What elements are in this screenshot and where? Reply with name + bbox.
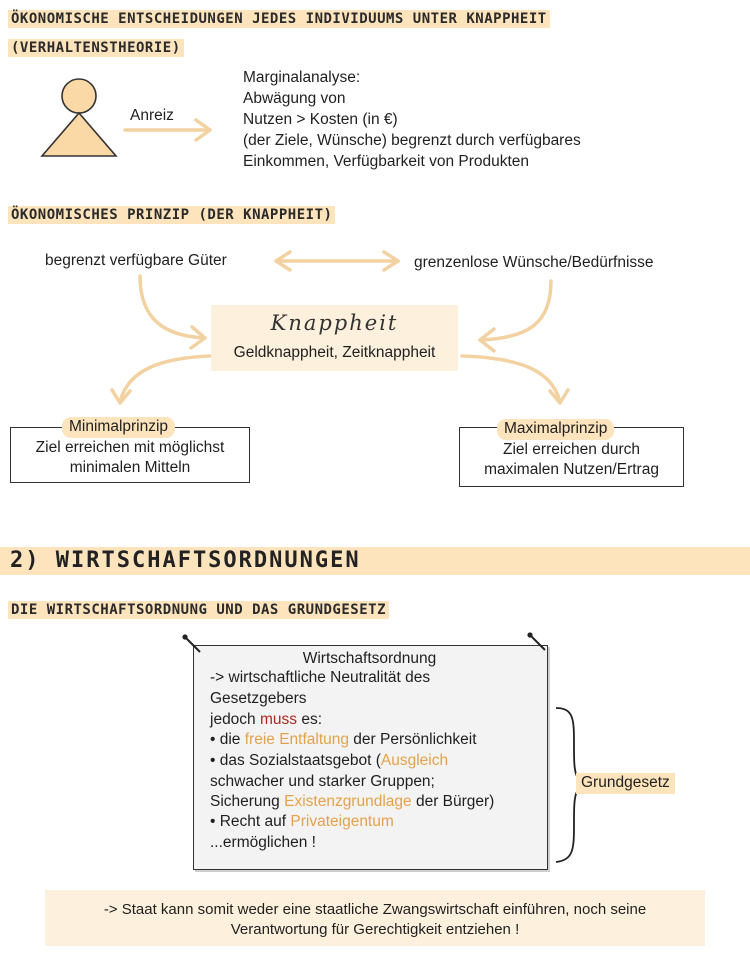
maximal-principle-line2: maximalen Nutzen/Ertrag xyxy=(484,461,659,478)
marginal-line1: Abwägung von xyxy=(243,90,346,107)
card-line4-freie-entfaltung: freie Entfaltung xyxy=(244,731,349,748)
card-line8-privateigentum: Privateigentum xyxy=(290,813,394,830)
card-line7 xyxy=(210,792,494,813)
card-line7-existenzgrundlage: Existenzgrundlage xyxy=(284,793,412,810)
card-line8 xyxy=(210,812,394,833)
card-line8-a: • Recht auf xyxy=(210,813,291,830)
anreiz-label: Anreiz xyxy=(130,107,174,124)
minimal-principle-line2: minimalen Mitteln xyxy=(69,459,191,476)
card-line6: schwacher und starker Gruppen; xyxy=(210,773,435,790)
maximal-principle-label: Maximalprinzip xyxy=(497,419,614,440)
card-line5-a: • das Sozialstaatsgebot ( xyxy=(210,752,381,769)
marginal-line2: Nutzen > Kosten (in €) xyxy=(243,111,398,128)
card-line3-a: jedoch xyxy=(210,711,260,728)
card-line3-muss: muss xyxy=(259,711,298,728)
pin-right-icon xyxy=(527,632,545,650)
card-line7-a: Sicherung xyxy=(210,793,285,810)
section1-title-line1: ÖKONOMISCHE ENTSCHEIDUNGEN JEDES INDIVIDUUMS UNTER KNAPPHEIT xyxy=(8,10,550,28)
section3-subheading: DIE WIRTSCHAFTSORDNUNG UND DAS GRUNDGESETZ xyxy=(8,601,389,619)
marginal-line4: Einkommen, Verfügbarkeit von Produkten xyxy=(243,153,530,170)
unlimited-wishes-label: grenzenlose Wünsche/Bedürfnisse xyxy=(414,254,654,271)
card-line4 xyxy=(210,730,477,751)
conclusion-line2: Verantwortung für Gerechtigkeit entziehen ! xyxy=(230,921,520,938)
marginal-title: Marginalanalyse: xyxy=(243,69,361,86)
section3-heading: 2) WIRTSCHAFTSORDNUNGEN xyxy=(10,548,361,573)
knappheit-subtitle: Geldknappheit, Zeitknappheit xyxy=(233,344,436,361)
knappheit-script-title: Knappheit xyxy=(270,311,399,335)
maximal-principle-line1: Ziel erreichen durch xyxy=(503,441,640,458)
card-line4-a: • die xyxy=(210,731,245,748)
card-title: Wirtschaftsordnung xyxy=(302,650,437,667)
card-line3-c: es: xyxy=(297,711,323,728)
card-line5-ausgleich: Ausgleich xyxy=(380,752,449,769)
card-line3 xyxy=(210,710,322,731)
card-line5 xyxy=(210,751,448,772)
marginal-line3: (der Ziele, Wünsche) begrenzt durch verfügbares xyxy=(243,132,581,149)
grundgesetz-label: Grundgesetz xyxy=(576,773,675,794)
minimal-principle-line1: Ziel erreichen mit möglichst xyxy=(35,439,225,456)
card-line9: ...ermöglichen ! xyxy=(210,834,316,851)
card-line2: Gesetzgebers xyxy=(210,690,307,707)
section1-title-line2: (VERHALTENSTHEORIE) xyxy=(8,39,184,57)
limited-goods-label: begrenzt verfügbare Güter xyxy=(45,252,227,269)
conclusion-line1: -> Staat kann somit weder eine staatliche Zwangswirtschaft einführen, noch seine xyxy=(103,901,647,918)
minimal-principle-label: Minimalprinzip xyxy=(62,417,175,438)
card-line7-c: der Bürger) xyxy=(411,793,495,810)
card-line4-c: der Persönlichkeit xyxy=(349,731,477,748)
card-line1: -> wirtschaftliche Neutralität des xyxy=(210,669,431,686)
section2-title: ÖKONOMISCHES PRINZIP (DER KNAPPHEIT) xyxy=(8,206,335,224)
